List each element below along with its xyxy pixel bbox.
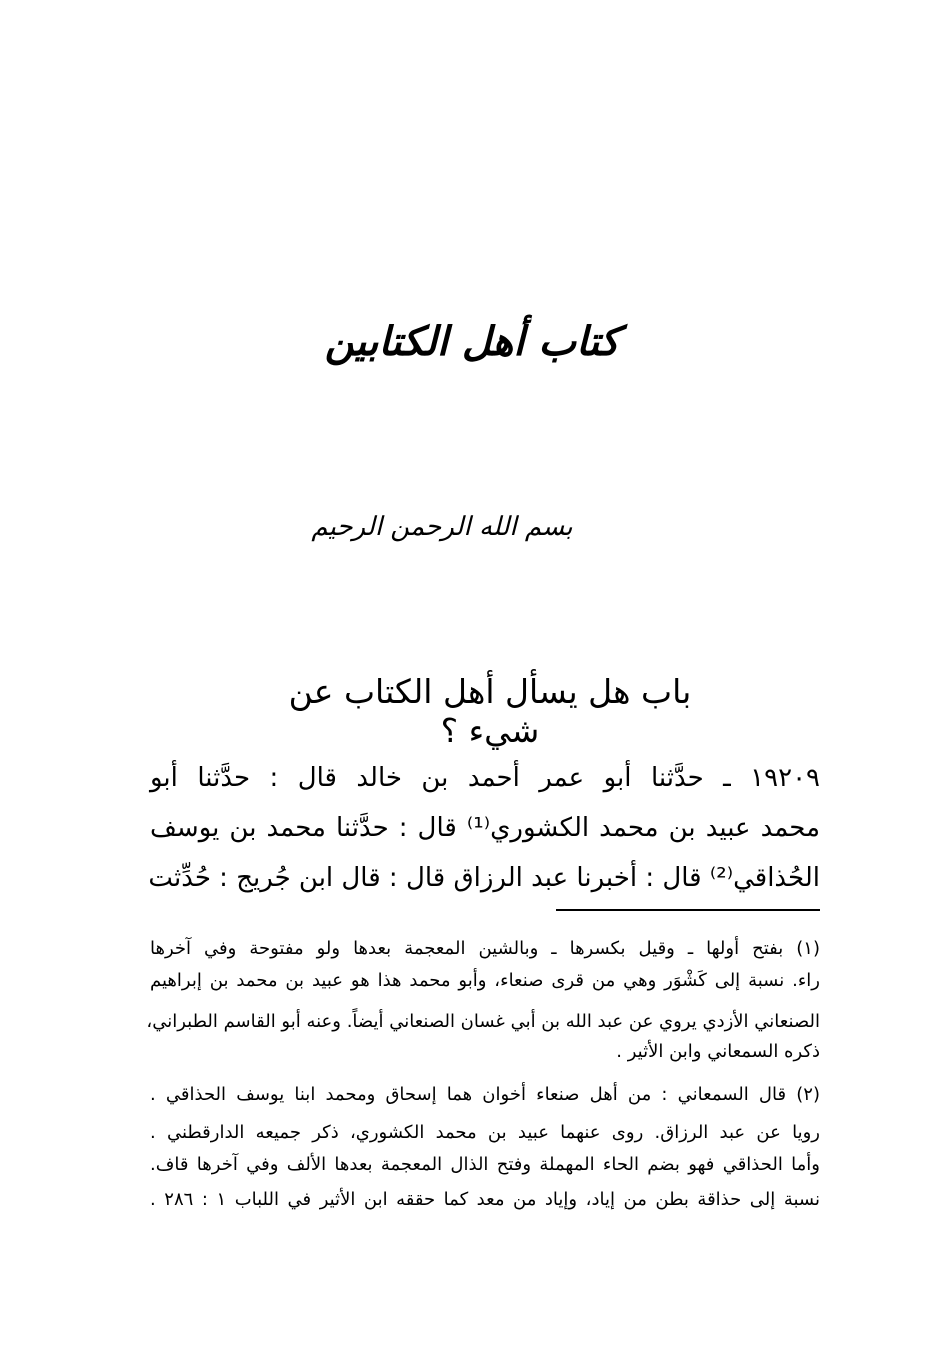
footnote-line: (١) بفتح أولها ـ وقيل بكسرها ـ وبالشين المعجمة بعدها ولو مفتوحة وفي آخرها [150, 938, 820, 959]
footnote-line: راء. نسبة إلى كَشْوَر وهي من قرى صنعاء، وأبو محمد هذا هو عبيد بن محمد بن إبراهيم [150, 970, 820, 991]
footnote-line: ذكره السمعاني وابن الأثير . [616, 1041, 820, 1062]
chapter-heading: باب هل يسأل أهل الكتاب عن شيء ؟ [288, 672, 692, 750]
body-line: محمد عبيد بن محمد الكشوري⁽¹⁾ قال : حدَّثنا محمد بن يوسف [150, 813, 821, 843]
footnote-line: (٢) قال السمعاني : من أهل صنعاء أخوان هما إسحاق ومحمد ابنا يوسف الحذاقي . [150, 1084, 820, 1105]
footnote-line: الصنعاني الأزدي يروي عن عبد الله بن أبي غسان الصنعاني أيضاً. وعنه أبو القاسم الطبراني، [146, 1011, 820, 1032]
footnote-line: رويا عن عبد الرزاق. روى عنهما عبيد بن محمد الكشوري، ذكر جميعه الدارقطني . [150, 1122, 820, 1143]
body-line: ١٩٢٠٩ ـ حدَّثنا أبو عمر أحمد بن خالد قال : حدَّثنا أبو [150, 763, 820, 793]
footnote-line: وأما الحذاقي فهو بضم الحاء المهملة وفتح الذال المعجمة بعدها الألف وفي آخرها قاف. [150, 1154, 820, 1175]
footnote-line: نسبة إلى حذاقة بطن من إياد، وإياد من معد كما حققه ابن الأثير في اللباب ١ : ٢٨٦ . [150, 1189, 820, 1210]
basmala: بسم الله الرحمن الرحيم [311, 512, 573, 542]
footnote-divider [556, 909, 820, 911]
body-line: الحُذاقي⁽²⁾ قال : أخبرنا عبد الرزاق قال : قال ابن جُريج : حُدِّثت [148, 863, 820, 893]
book-title: كتاب أهل الكتابين [324, 318, 620, 365]
